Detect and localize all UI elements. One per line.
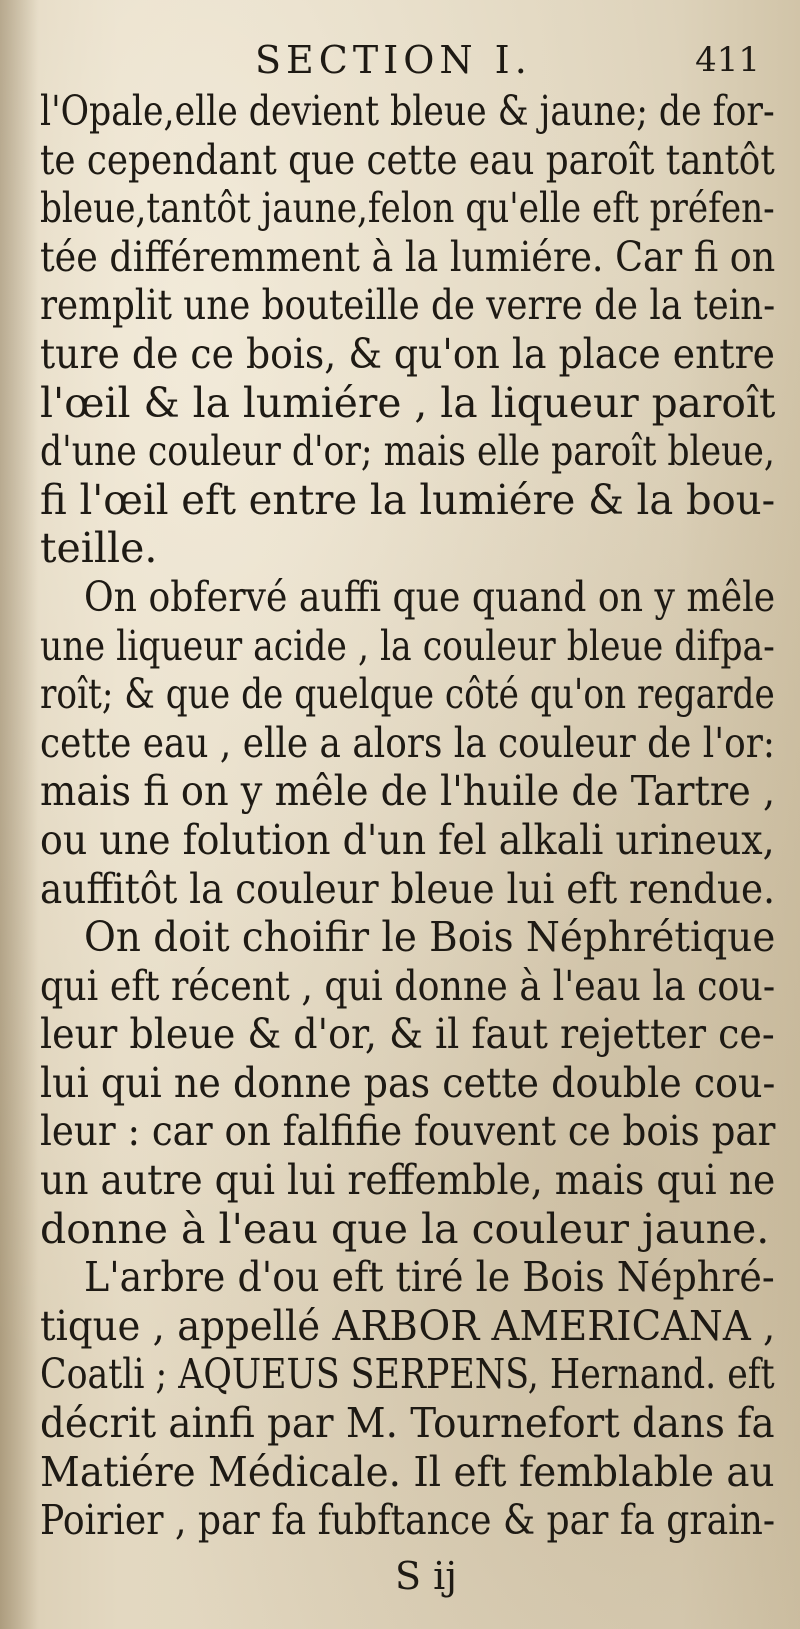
text-line: remplit une bouteille de verre de la tein- [40,281,776,330]
text-line: leur bleue & d'or, & il faut rejetter ce- [40,1010,775,1059]
section-title: SECTION I. [255,38,532,82]
text-line: décrit ainfi par M. Tournefort dans fa [40,1399,775,1448]
paragraph-start-line: On doit choifir le Bois Néphrétique [84,913,776,962]
signature-mark: S ij [395,1554,458,1598]
text-line: une liqueur acide , la couleur bleue difpa- [40,621,775,670]
paragraph-start-line: L'arbre d'ou eft tiré le Bois Néphré- [84,1253,775,1302]
text-line: donne à l'eau que la couleur jaune. [40,1204,770,1253]
paragraph-start-line: On obfervé auffi que quand on y mêle [84,572,776,621]
text-line: l'Opale,elle devient bleue & jaune; de for- [40,87,775,135]
text-line: tique , appellé ARBOR AMERICANA , [40,1301,776,1350]
running-head [80,36,760,84]
text-line: ture de ce bois, & qu'on la place entre [40,329,776,378]
text-line: teille. [40,524,158,573]
text-line: Matiére Médicale. Il eft femblable au [40,1447,775,1496]
text-line: te cependant que cette eau paroît tantôt [40,135,775,184]
text-line: roît; & que de quelque côté qu'on regarde [40,670,775,719]
text-line: qui eft récent , qui donne à l'eau la cou- [40,961,776,1010]
text-line: lui qui ne donne pas cette double cou- [40,1058,776,1107]
text-line: mais fi on y mêle de l'huile de Tartre , [40,767,776,816]
text-line: l'œil & la lumiére , la liqueur paroît [40,378,776,427]
page-number: 411 [695,40,760,80]
text-line: ou une folution d'un fel alkali urineux, [40,815,775,864]
body-text [40,87,775,1545]
text-line: bleue,tantôt jaune,felon qu'elle eft préfen- [40,184,775,233]
text-line: Coatli ; AQUEUS SERPENS, Hernand. eft [40,1350,775,1399]
text-line: leur : car on falfifie fouvent ce bois par [40,1107,776,1156]
text-line: cette eau , elle a alors la couleur de l'or: [40,718,775,767]
text-line: auffitôt la couleur bleue lui eft rendue. [40,864,775,913]
text-line: tée différemment à la lumiére. Car fi on [40,232,776,281]
text-line: Poirier , par fa fubftance & par fa grain- [40,1496,776,1545]
text-line: d'une couleur d'or; mais elle paroît bleue, [40,427,775,476]
text-line: fi l'œil eft entre la lumiére & la bou- [40,475,776,524]
text-line: un autre qui lui reffemble, mais qui ne [40,1156,776,1205]
